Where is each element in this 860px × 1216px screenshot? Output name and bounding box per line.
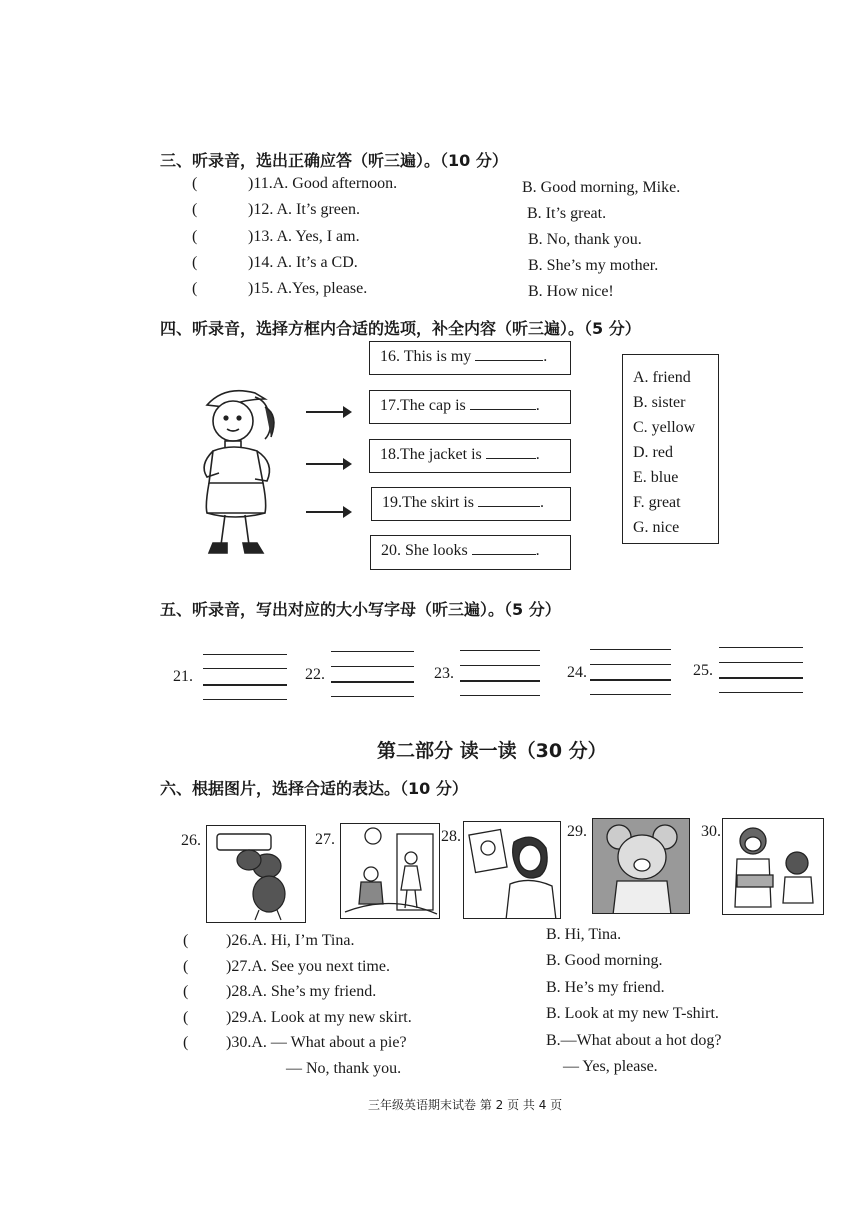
option-b: B. sister: [633, 394, 686, 411]
picture-27: [340, 823, 440, 919]
pic-num-28: 28.: [441, 828, 461, 845]
section6-title: 六、根据图片，选择合适的表达。（10 分）: [160, 779, 468, 798]
writing-line: [590, 664, 671, 665]
q12-option-a: )12. A. It’s green.: [248, 201, 360, 218]
q11-option-a: )11.A. Good afternoon.: [248, 175, 398, 192]
num-23: 23.: [434, 665, 454, 682]
option-a: A. friend: [633, 369, 691, 386]
sentence-16: 16. This is my: [380, 348, 472, 365]
q30-option-b: B.—What about a hot dog?: [546, 1032, 722, 1049]
picture-29: [592, 818, 690, 914]
q27-option-b: B. Good morning.: [546, 952, 663, 969]
writing-line: [460, 650, 540, 651]
sentence-17: 17.The cap is: [380, 397, 466, 414]
options-box: [622, 354, 719, 544]
sentence-18: 18.The jacket is: [380, 446, 482, 463]
part2-title: 第二部分 读一读（30 分）: [377, 740, 607, 762]
blank-18[interactable]: [486, 444, 536, 459]
q14: [192, 254, 358, 272]
option-d: D. red: [633, 444, 673, 461]
blank-19[interactable]: [478, 492, 540, 507]
q11-option-b: B. Good morning, Mike.: [522, 179, 681, 196]
pic-num-27: 27.: [315, 831, 335, 848]
q30-option-a: )30.A. — What about a pie?: [226, 1034, 407, 1051]
picture-30: [722, 818, 824, 915]
writing-line: [590, 649, 671, 650]
q30-b-line2: — Yes, please.: [563, 1058, 658, 1075]
writing-line: [590, 694, 671, 695]
writing-line: [203, 654, 287, 655]
blank-16[interactable]: [475, 346, 543, 361]
writing-line: [331, 696, 414, 697]
q28-option-a: )28.A. She’s my friend.: [226, 983, 377, 1000]
q15: [192, 280, 367, 298]
q15-option-b: B. How nice!: [528, 283, 614, 300]
q29-option-a: )29.A. Look at my new skirt.: [226, 1009, 412, 1026]
q28: [183, 983, 376, 1001]
sentence-box-18: 18.The jacket is .: [369, 439, 571, 473]
answer-paren[interactable]: (: [183, 958, 189, 975]
q28-option-b: B. He’s my friend.: [546, 979, 665, 996]
num-21: 21.: [173, 668, 193, 685]
option-g: G. nice: [633, 519, 680, 536]
writing-line: [331, 681, 414, 683]
sentence-box-19: 19.The skirt is .: [371, 487, 571, 521]
sentence-box-17: 17.The cap is .: [369, 390, 571, 424]
q14-option-a: )14. A. It’s a CD.: [248, 254, 358, 271]
page-footer: 三年级英语期末试卷 第 2 页 共 4 页: [368, 1098, 563, 1112]
q15-option-a: )15. A.Yes, please.: [248, 280, 368, 297]
writing-line: [719, 692, 803, 693]
arrow-icon: [306, 463, 350, 465]
q13: [192, 228, 360, 246]
picture-28: [463, 821, 561, 919]
q13-option-b: B. No, thank you.: [528, 231, 642, 248]
q30: [183, 1034, 407, 1052]
writing-line: [590, 679, 671, 681]
num-24: 24.: [567, 664, 587, 681]
pic-num-29: 29.: [567, 823, 587, 840]
section3-title: 三、听录音，选出正确应答（听三遍）。（10 分）: [160, 151, 508, 170]
writing-line: [460, 680, 540, 682]
writing-line: [203, 699, 287, 700]
section5-title: 五、听录音，写出对应的大小写字母（听三遍）。（5 分）: [160, 600, 561, 619]
writing-line: [460, 665, 540, 666]
q27: [183, 958, 390, 976]
writing-line: [719, 677, 803, 679]
q26: [183, 932, 354, 950]
blank-17[interactable]: [470, 395, 536, 410]
q12-option-b: B. It’s great.: [527, 205, 607, 222]
arrow-icon: [306, 411, 350, 413]
girl-illustration: [195, 385, 295, 565]
answer-paren[interactable]: (: [183, 1034, 189, 1051]
answer-paren[interactable]: (: [192, 280, 198, 297]
num-22: 22.: [305, 666, 325, 683]
option-f: F. great: [633, 494, 681, 511]
option-c: C. yellow: [633, 419, 696, 436]
sentence-20: 20. She looks: [381, 542, 468, 559]
writing-line: [203, 684, 287, 686]
blank-20[interactable]: [472, 540, 536, 555]
option-e: E. blue: [633, 469, 679, 486]
answer-paren[interactable]: (: [192, 201, 198, 218]
q11: [192, 175, 397, 193]
q26-option-b: B. Hi, Tina.: [546, 926, 622, 943]
pic-num-30: 30.: [701, 823, 721, 840]
answer-paren[interactable]: (: [183, 983, 189, 1000]
writing-line: [719, 662, 803, 663]
answer-paren[interactable]: (: [192, 254, 198, 271]
sentence-box-16: 16. This is my .: [369, 341, 571, 375]
q12: [192, 201, 360, 219]
pic-num-26: 26.: [181, 832, 201, 849]
writing-line: [460, 695, 540, 696]
num-25: 25.: [693, 662, 713, 679]
answer-paren[interactable]: (: [183, 1009, 189, 1026]
writing-line: [719, 647, 803, 648]
q14-option-b: B. She’s my mother.: [528, 257, 659, 274]
q29-option-b: B. Look at my new T-shirt.: [546, 1005, 719, 1022]
q30-a-line2: — No, thank you.: [286, 1060, 402, 1077]
answer-paren[interactable]: (: [192, 175, 198, 192]
section4-title: 四、听录音，选择方框内合适的选项，补全内容（听三遍）。（5 分）: [160, 319, 641, 338]
arrow-icon: [306, 511, 350, 513]
picture-26: [206, 825, 306, 923]
q13-option-a: )13. A. Yes, I am.: [248, 228, 360, 245]
writing-line: [331, 666, 414, 667]
answer-paren[interactable]: (: [192, 228, 198, 245]
writing-line: [203, 668, 287, 669]
q26-option-a: )26.A. Hi, I’m Tina.: [226, 932, 355, 949]
writing-line: [331, 651, 414, 652]
q27-option-a: )27.A. See you next time.: [226, 958, 390, 975]
sentence-box-20: 20. She looks .: [370, 535, 571, 570]
q29: [183, 1009, 412, 1027]
answer-paren[interactable]: (: [183, 932, 189, 949]
sentence-19: 19.The skirt is: [382, 494, 474, 511]
